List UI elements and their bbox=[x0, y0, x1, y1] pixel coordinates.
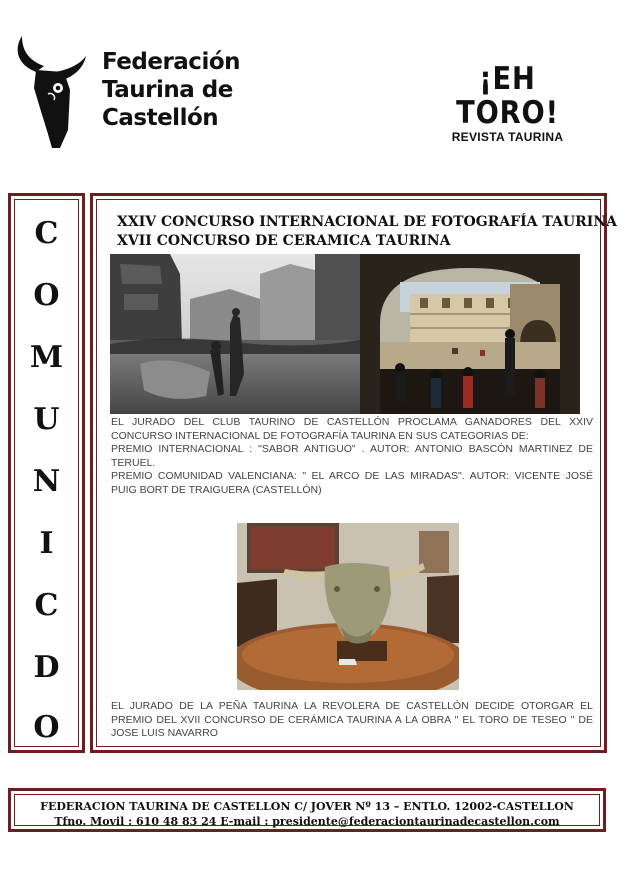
federation-logo bbox=[14, 30, 240, 155]
sidebar-letter: D bbox=[33, 650, 60, 685]
magazine-title: ¡EH TORO! bbox=[456, 61, 559, 131]
sidebar-letter: O bbox=[33, 710, 60, 745]
footer-phone-email: Tfno. Movil : 610 48 83 24 E-mail : presidente@federaciontaurinadecastellon.com bbox=[54, 815, 560, 828]
footer-address: FEDERACION TAURINA DE CASTELLON C/ JOVER Nº 13 – ENTLO. 12002-CASTELLON bbox=[40, 800, 574, 813]
photo-arco-de-las-miradas bbox=[360, 254, 580, 414]
federation-logo-text bbox=[102, 48, 240, 132]
sidebar-letter: C bbox=[34, 588, 59, 623]
main-inner-border bbox=[96, 199, 617, 747]
photo-prize-international: PREMIO INTERNACIONAL : "SABOR ANTIGUO" . AUTOR: ANTONIO BASCÓN MARTINEZ DE TERUEL. bbox=[111, 443, 593, 469]
logo-line-3: Castellón bbox=[102, 105, 219, 131]
logo-line-2: Taurina de bbox=[102, 77, 233, 103]
logo-line-1: Federación bbox=[102, 49, 240, 75]
main-content-box bbox=[90, 193, 617, 753]
photo-prize-valenciana: PREMIO COMUNIDAD VALENCIANA: " EL ARCO DE LAS MIRADAS". AUTOR: VICENTE JOSÉ PUIG BORT DE TRAIGUERA (CASTELLÓN) bbox=[111, 470, 593, 496]
footer-contact-box bbox=[8, 788, 606, 832]
footer-inner-border bbox=[14, 794, 600, 826]
ceramic-contest-text: EL JURADO DE LA PEÑA TAURINA LA REVOLERA DE CASTELLÓN DECIDE OTORGAR EL PREMIO DEL XVII CONCURSO DE CERÁMICA TAURINA A LA OBRA " EL TORO DE TESEO " DE JOSE LUIS NAVARRO bbox=[111, 700, 593, 739]
bull-head-icon bbox=[14, 30, 104, 155]
sidebar-letter: O bbox=[33, 278, 60, 313]
sidebar-inner-border bbox=[14, 199, 79, 747]
photo-el-toro-de-teseo bbox=[237, 523, 459, 690]
sidebar-letter: C bbox=[34, 216, 59, 251]
sidebar-letter: U bbox=[33, 402, 60, 437]
heading-ceramic-contest: XVII CONCURSO DE CERAMICA TAURINA bbox=[117, 233, 451, 249]
sidebar-letter: I bbox=[39, 526, 54, 561]
magazine-subtitle: REVISTA TAURINA bbox=[451, 130, 564, 144]
photo-contest-intro: EL JURADO DEL CLUB TAURINO DE CASTELLÓN PROCLAMA GANADORES DEL XXIV CONCURSO INTERNACIONAL DE FOTOGRAFÍA TAURINA EN SUS CATEGORIAS DE: bbox=[111, 416, 593, 442]
heading-photo-contest: XXIV CONCURSO INTERNACIONAL DE FOTOGRAFÍA TAURINA bbox=[117, 214, 617, 230]
sidebar-letter: N bbox=[32, 464, 61, 499]
magazine-logo bbox=[420, 62, 595, 144]
sidebar-letter: M bbox=[29, 340, 64, 375]
photo-sabor-antiguo bbox=[110, 254, 360, 414]
comunicado-sidebar bbox=[8, 193, 85, 753]
